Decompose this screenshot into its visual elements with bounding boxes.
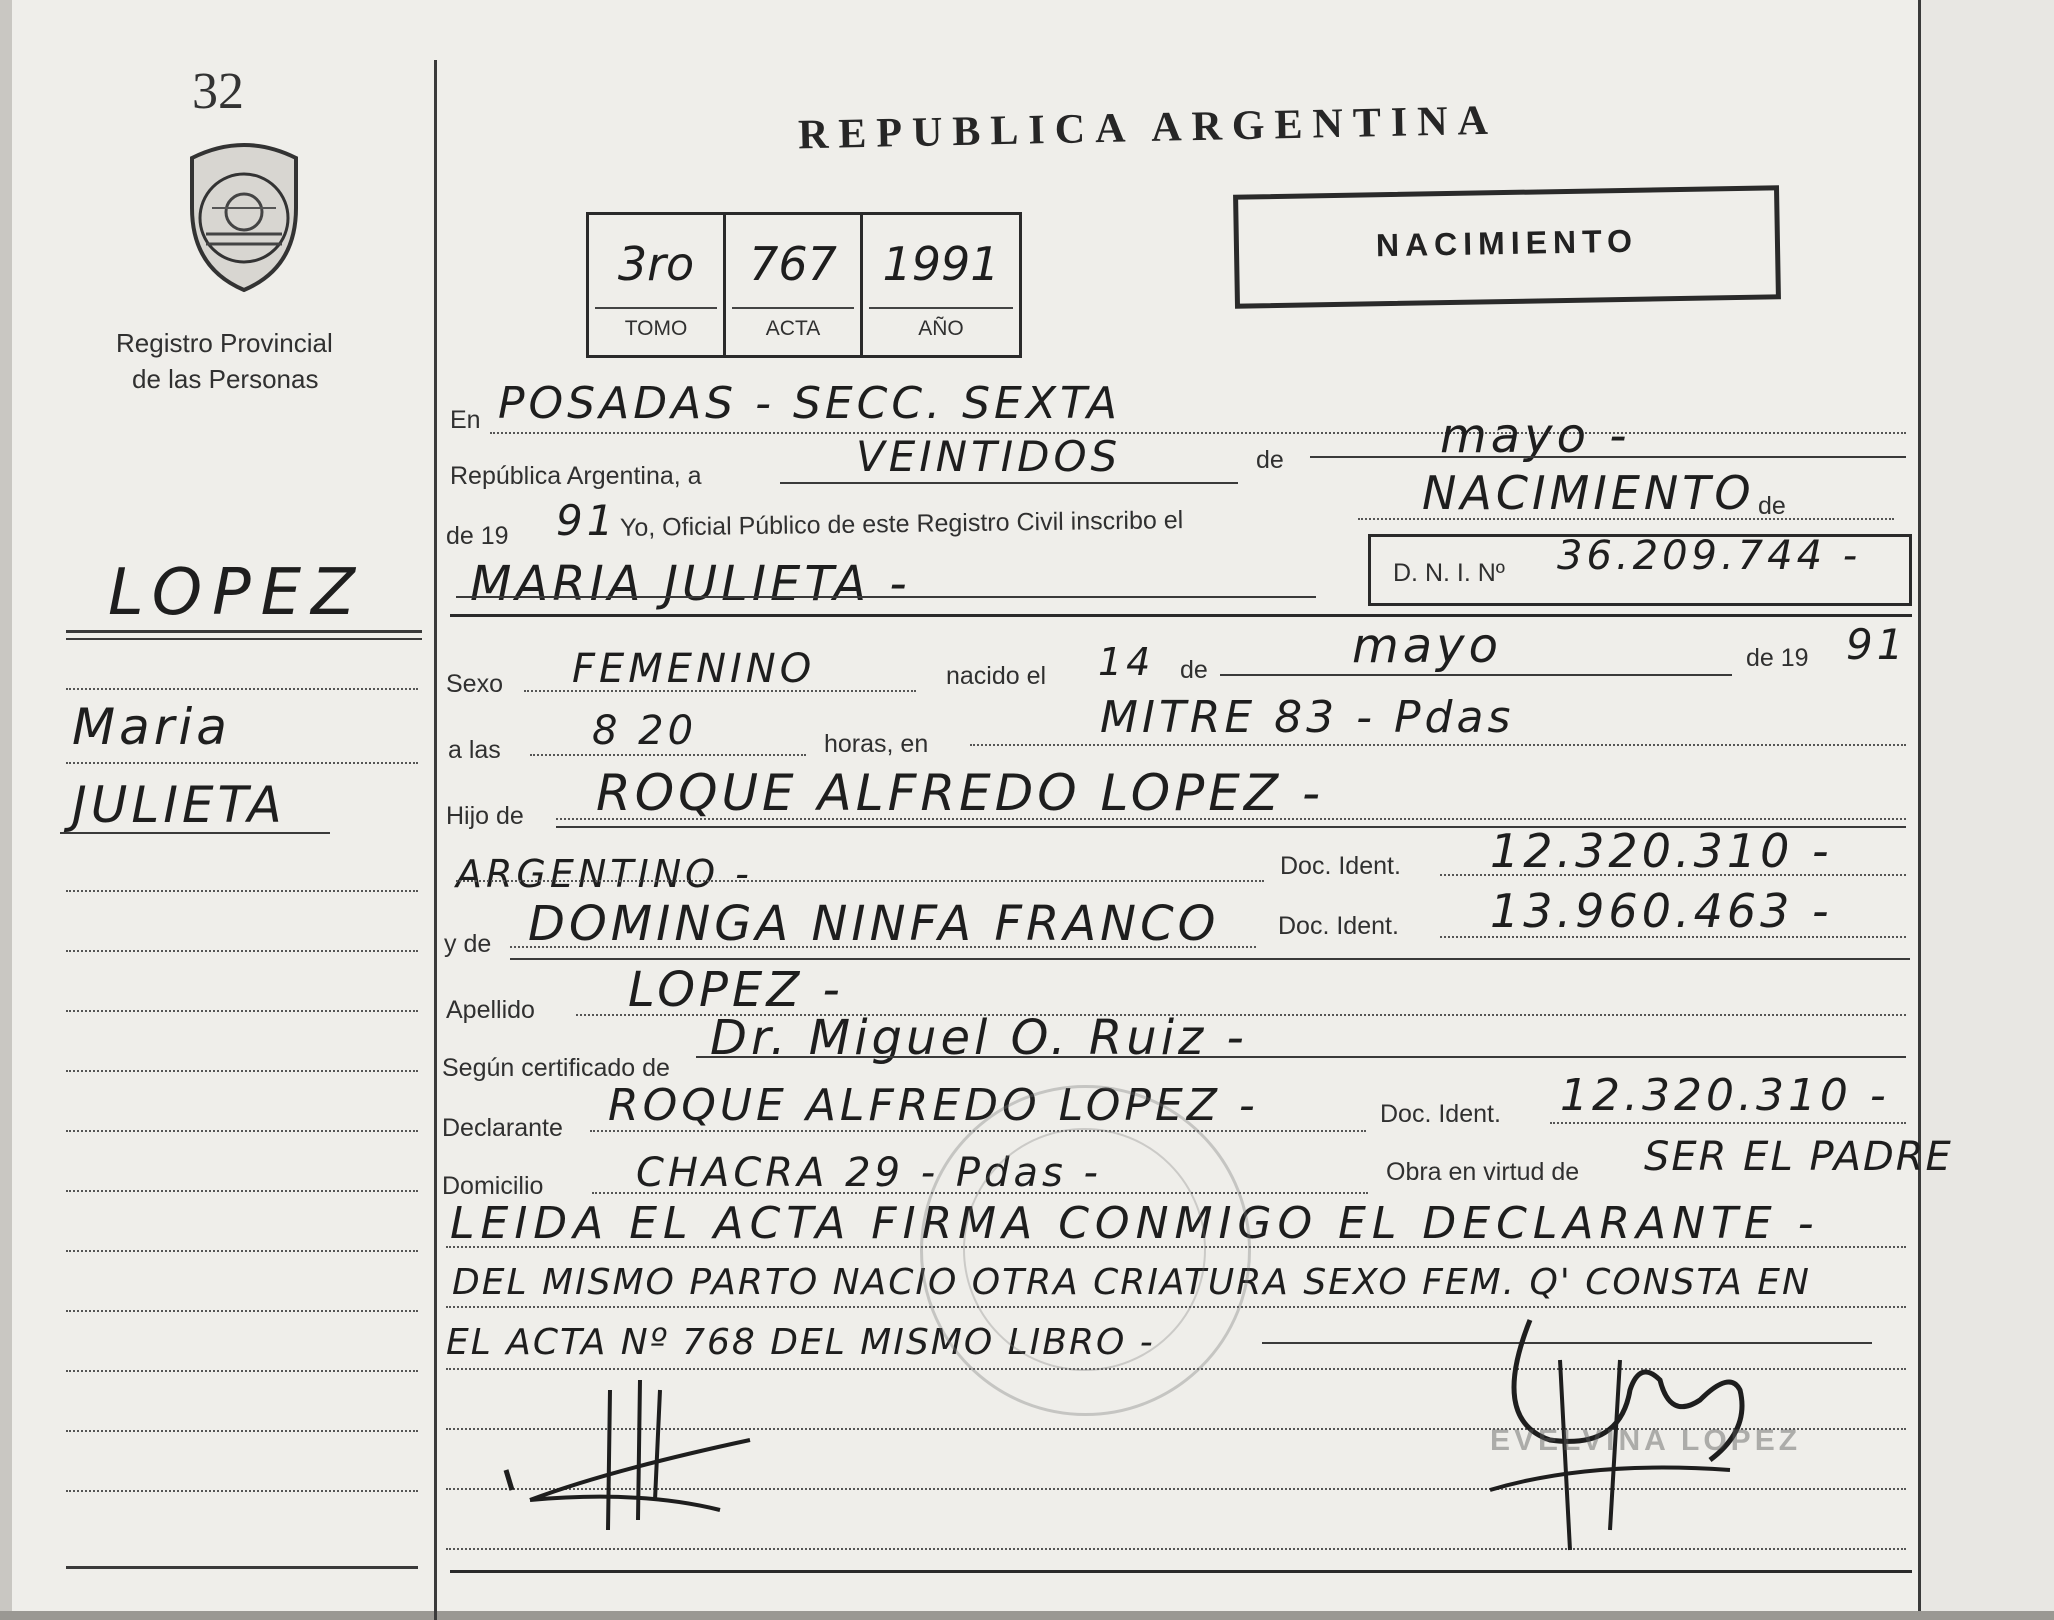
margin-dotted-line xyxy=(66,950,418,952)
declarant-signature xyxy=(490,1380,780,1550)
yde-label: y de xyxy=(444,930,492,958)
madre-doc: 13.960.463 - xyxy=(1490,884,1833,938)
en-value: POSADAS - SECC. SEXTA xyxy=(498,378,1121,429)
officer-name-stamp: EVELVINA LOPEZ xyxy=(1490,1424,1802,1457)
record-type-box xyxy=(1233,185,1781,309)
horas-en-label: horas, en xyxy=(824,730,929,758)
record-cell-tomo xyxy=(589,215,726,355)
padre-value: ROQUE ALFREDO LOPEZ - xyxy=(596,764,1325,822)
dotted-line xyxy=(510,946,1256,948)
apellido-value: LOPEZ - xyxy=(628,962,844,1018)
margin-dotted-line xyxy=(66,1370,418,1372)
dia-line xyxy=(780,482,1238,484)
margin-dotted-line xyxy=(66,1490,418,1492)
page-number: 32 xyxy=(192,63,244,120)
bottom-line xyxy=(450,1570,1912,1573)
margin-dotted-line xyxy=(66,1430,418,1432)
de19-label: de 19 xyxy=(446,522,509,550)
nombre-line xyxy=(456,596,1316,598)
nacido-de-label: de xyxy=(1180,656,1208,684)
padre-doc-label: Doc. Ident. xyxy=(1280,852,1401,880)
margin-surname: LOPEZ xyxy=(108,556,365,630)
observaciones-line-3: EL ACTA Nº 768 DEL MISMO LIBRO - xyxy=(446,1322,1155,1363)
dia-value: VEINTIDOS xyxy=(856,432,1122,481)
nacido-mes-line xyxy=(1220,674,1732,676)
section-line xyxy=(450,614,1912,617)
padre-doc: 12.320.310 - xyxy=(1490,824,1833,878)
declarante-value: ROQUE ALFREDO LOPEZ - xyxy=(608,1080,1259,1131)
dotted-line xyxy=(530,754,806,756)
margin-given-underline xyxy=(60,832,330,834)
nacido-de19-label: de 19 xyxy=(1746,644,1809,672)
madre-doc-label: Doc. Ident. xyxy=(1278,912,1399,940)
mes-value: mayo - xyxy=(1440,408,1631,464)
domicilio-value: CHACRA 29 - Pdas - xyxy=(636,1150,1102,1196)
declarante-label: Declarante xyxy=(442,1114,563,1142)
dotted-line xyxy=(1440,874,1906,876)
certificado-label: Según certificado de xyxy=(442,1054,670,1082)
cell-divider xyxy=(869,307,1013,309)
dotted-line xyxy=(1440,936,1906,938)
nacido-anio: 91 xyxy=(1846,620,1908,669)
obra-value: SER EL PADRE xyxy=(1644,1134,1953,1180)
dotted-line xyxy=(490,432,1906,434)
cell-divider xyxy=(595,307,717,309)
lugar-value: MITRE 83 - Pdas xyxy=(1100,692,1515,743)
anio-label: AÑO xyxy=(918,317,964,340)
dotted-line xyxy=(1358,518,1894,520)
dni-box xyxy=(1368,534,1912,606)
anio-value-form: 91 xyxy=(556,496,618,545)
margin-dotted-line xyxy=(66,1070,418,1072)
margin-bottom-line xyxy=(66,1566,418,1569)
margin-dotted-line xyxy=(66,1010,418,1012)
acta-label: ACTA xyxy=(765,317,821,340)
dotted-line xyxy=(556,818,1906,820)
nacido-label: nacido el xyxy=(946,662,1047,690)
declarante-doc: 12.320.310 - xyxy=(1560,1070,1890,1121)
nacimiento-value: NACIMIENTO xyxy=(1422,466,1755,520)
en-label: En xyxy=(450,406,481,434)
observaciones-line-2: DEL MISMO PARTO NACIO OTRA CRIATURA SEXO FEM. Q' CONSTA EN xyxy=(452,1262,1811,1303)
margin-dotted-line xyxy=(66,1190,418,1192)
domicilio-label: Domicilio xyxy=(442,1172,544,1200)
nombre-value: MARIA JULIETA - xyxy=(470,556,911,612)
dotted-line xyxy=(524,690,916,692)
hijo-label: Hijo de xyxy=(446,802,524,830)
margin-dotted-line xyxy=(66,762,418,764)
margin-dotted-line xyxy=(66,688,418,690)
sexo-label: Sexo xyxy=(446,670,503,698)
provincial-seal xyxy=(172,138,316,296)
record-box xyxy=(586,212,1022,358)
margin-dotted-line xyxy=(66,890,418,892)
margin-divider xyxy=(434,60,437,1620)
de-label: de xyxy=(1256,446,1284,474)
apellido-label: Apellido xyxy=(446,996,535,1024)
margin-dotted-line xyxy=(66,1250,418,1252)
margin-dotted-line xyxy=(66,1310,418,1312)
certificado-value: Dr. Miguel O. Ruiz - xyxy=(710,1010,1248,1066)
record-cell-anio xyxy=(863,215,1019,355)
anio-value: 1991 xyxy=(882,237,1000,291)
republica-label: República Argentina, a xyxy=(450,462,702,490)
nacido-dia: 14 xyxy=(1098,640,1155,684)
declarante-doc-label: Doc. Ident. xyxy=(1380,1100,1501,1128)
de-suffix-label: de xyxy=(1758,492,1786,520)
registry-line-1: Registro Provincial xyxy=(116,328,333,358)
margin-dotted-line xyxy=(66,1130,418,1132)
margin-surname-line-2 xyxy=(66,638,422,640)
margin-given-2: JULIETA xyxy=(72,776,286,834)
alas-label: a las xyxy=(448,736,501,764)
mes-line xyxy=(1310,456,1906,458)
page-edge xyxy=(1918,0,2054,1611)
tomo-value: 3ro xyxy=(617,237,695,291)
section-line xyxy=(510,958,1910,960)
registry-line-2: de las Personas xyxy=(132,364,319,394)
acta-value: 767 xyxy=(749,237,837,291)
tomo-label: TOMO xyxy=(624,317,688,340)
sexo-value: FEMENINO xyxy=(572,646,816,692)
nacido-mes: mayo xyxy=(1352,618,1502,674)
dni-label: D. N. I. Nº xyxy=(1393,559,1505,587)
yo-label: Yo, Oficial Público de este Registro Civil inscribo el xyxy=(619,506,1184,542)
document-title: REPUBLICA ARGENTINA xyxy=(797,97,1499,159)
observaciones-line-1: LEIDA EL ACTA FIRMA CONMIGO EL DECLARANTE - xyxy=(450,1198,1820,1249)
padre-nacionalidad: ARGENTINO - xyxy=(456,852,753,896)
record-cell-acta xyxy=(726,215,863,355)
dotted-line xyxy=(970,744,1906,746)
madre-value: DOMINGA NINFA FRANCO xyxy=(528,896,1220,952)
official-stamp xyxy=(920,1085,1251,1416)
dotted-line xyxy=(456,880,1264,882)
certificado-line xyxy=(696,1056,1906,1058)
record-type: NACIMIENTO xyxy=(1375,222,1639,264)
margin-given-1: Maria xyxy=(72,698,231,756)
cell-divider xyxy=(732,307,854,309)
dni-value: 36.209.744 - xyxy=(1557,533,1862,579)
hora-value: 8 20 xyxy=(592,708,698,754)
dotted-line xyxy=(1550,1122,1906,1124)
margin-surname-line xyxy=(66,630,422,633)
obra-label: Obra en virtud de xyxy=(1386,1158,1580,1186)
